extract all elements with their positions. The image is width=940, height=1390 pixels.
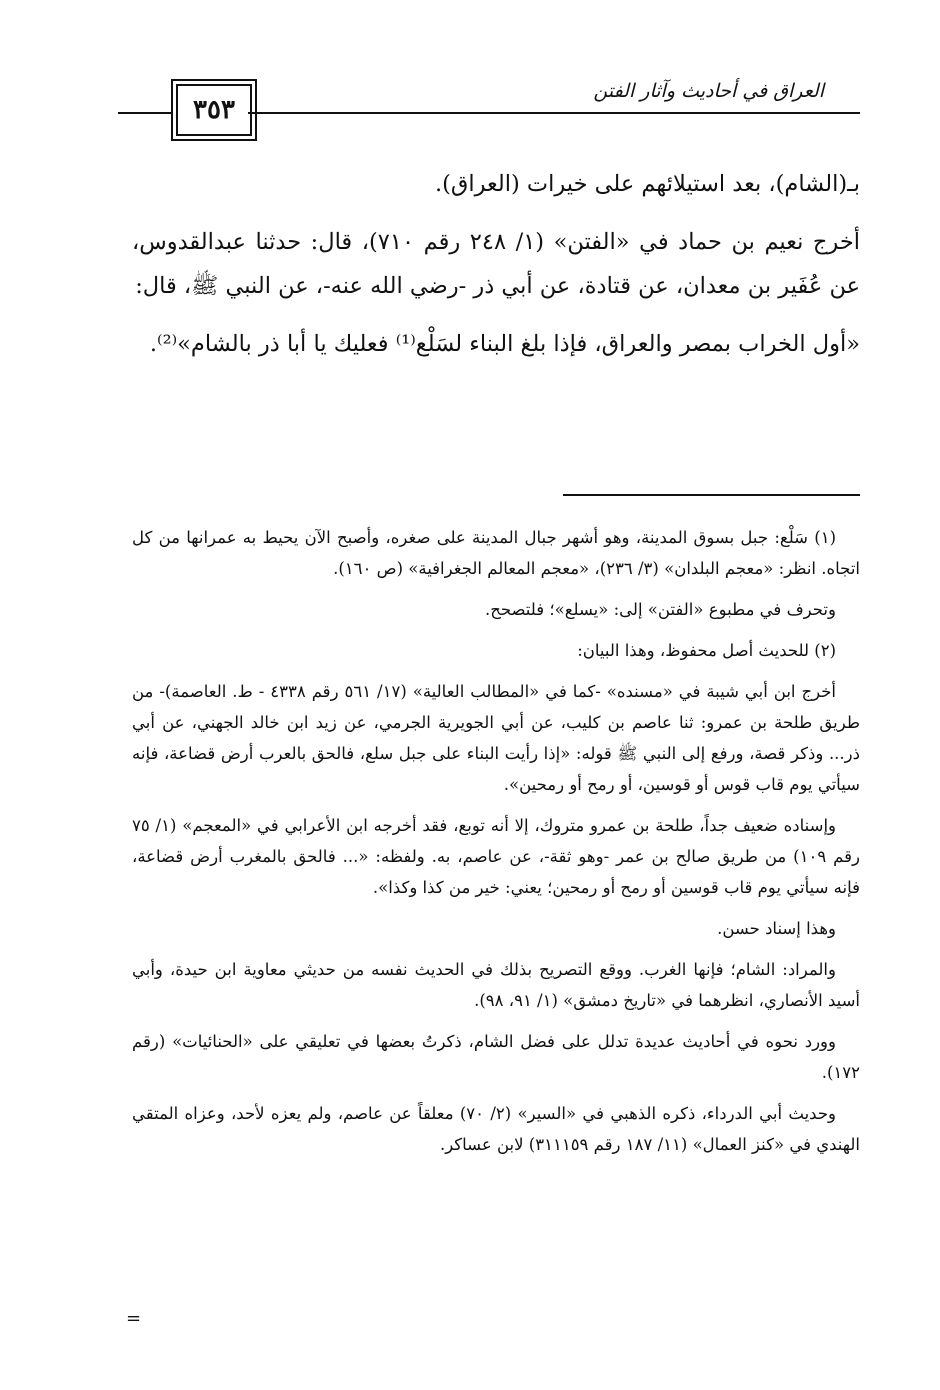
page-header <box>118 70 860 140</box>
footnote-2-source-1: أخرج ابن أبي شيبة في «مسنده» -كما في «المطالب العالية» (١٧/ ٥٦١ رقم ٤٣٣٨ - ط. العاصمة)- من طريق طلحة بن عمرو: ثنا عاصم بن كليب، عن أبي الجويرية الجرمي، عن زيد ابن خالد الجهني، عن أبي ذر... وذكر قصة، ورفع إلى النبي ﷺ قوله: «إذا رأيت البناء على جبل سلع، فالحق بالعرب أرض قضاعة، فإنه سيأتي يوم قاب قوس أو قوسين، أو رمح أو رمحين». <box>132 682 860 794</box>
main-text <box>132 162 860 366</box>
body-paragraph-2: أخرج نعيم بن حماد في «الفتن» (١/ ٢٤٨ رقم ٧١٠)، قال: حدثنا عبدالقدوس، عن عُفَير بن معدان، عن قتادة، عن أبي ذر -رضي الله عنه-، عن النبي ﷺ، قال: <box>132 229 860 299</box>
body-paragraph-3: «أول الخراب بمصر والعراق، فإذا بلغ البناء لسَلْع⁽¹⁾ فعليك يا أبا ذر بالشام»⁽²⁾. <box>149 331 860 357</box>
header-rule-left <box>118 112 176 114</box>
footnote-2-assessment: وإسناده ضعيف جداً، طلحة بن عمرو متروك، إلا أنه توبع، فقد أخرجه ابن الأعرابي في «المعجم» (١/ ٧٥ رقم ١٠٩) من طريق صالح بن عمر -وهو ثقة-، عن عاصم، به. ولفظه: «... فالحق بالمغرب أرض قضاعة، فإنه سيأتي يوم قاب قوسين أو رمح أو رمحين؛ يعني: خير من كذا وكذا». <box>132 816 860 897</box>
footnote-2-related: وورد نحوه في أحاديث عديدة تدلل على فضل الشام، ذكرتُ بعضها في تعليقي على «الحنائيات» (رقم ١٧٢). <box>132 1032 860 1082</box>
footnote-2-meaning: والمراد: الشام؛ فإنها الغرب. ووقع التصريح بذلك في الحديث نفسه من حديثي معاوية ابن حيدة، وأبي أسيد الأنصاري، انظرهما في «تاريخ دمشق» (١/ ٩١، ٩٨). <box>132 960 860 1010</box>
footnote-1: (١) سَلْع: جبل بسوق المدينة، وهو أشهر جبال المدينة على صغره، وأصبح الآن يحيط به عمرانها من كل اتجاه. انظر: «معجم البلدان» (٣/ ٢٣٦)، «معجم المعالم الجغرافية» (ص ١٦٠). <box>132 528 860 578</box>
footnotes <box>132 522 860 1160</box>
footnote-1-correction: وتحرف في مطبوع «الفتن» إلى: «يسلع»؛ فلتصحح. <box>484 600 836 619</box>
continuation-mark: = <box>126 1308 142 1329</box>
body-paragraph-1: بـ(الشام)، بعد استيلائهم على خيرات (العراق). <box>434 171 860 197</box>
page-number: ٣٥٣ <box>176 84 252 136</box>
footnote-2-grading: وهذا إسناد حسن. <box>717 919 836 938</box>
header-rule-right <box>248 112 860 114</box>
footnote-separator <box>563 494 860 496</box>
footnote-2-abu-darda: وحديث أبي الدرداء، ذكره الذهبي في «السير» (٢/ ٧٠) معلقاً عن عاصم، ولم يعزه لأحد، وعزاه المتقي الهندي في «كنز العمال» (١١/ ١٨٧ رقم ٣١١١٥٩) لابن عساكر. <box>132 1104 860 1154</box>
footnote-2: (٢) للحديث أصل محفوظ، وهذا البيان: <box>577 641 836 660</box>
running-title: العراق في أحاديث وآثار الفتن <box>587 80 830 102</box>
